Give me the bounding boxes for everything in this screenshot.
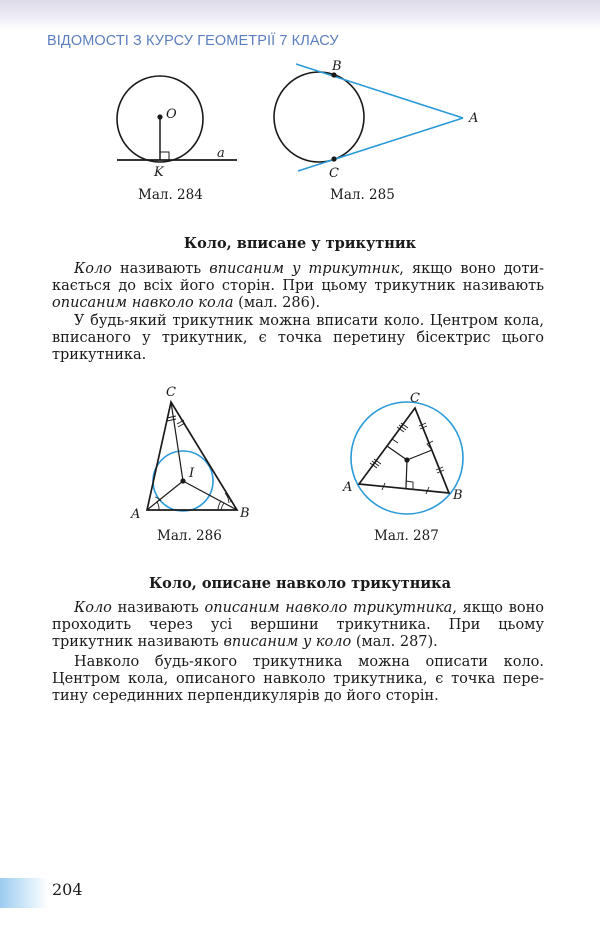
tangent-diagram [110, 70, 260, 180]
label-b: B [240, 506, 250, 521]
label-b: B [332, 59, 342, 74]
caption-286: Мал. 286 [157, 528, 222, 544]
figure-286 [125, 380, 270, 520]
section-title-inscribed: Коло, вписане у трикутник [183, 235, 417, 252]
caption-287: Мал. 287 [374, 528, 439, 544]
header-band [0, 0, 600, 30]
figure-285 [270, 60, 490, 180]
caption-284: Мал. 284 [138, 187, 203, 203]
page-number: 204 [52, 880, 83, 899]
figure-284 [110, 70, 260, 180]
label-c: C [166, 385, 176, 400]
section-title-circumscribed: Коло, описане навколо трикутника [148, 575, 452, 592]
label-a: a [217, 146, 225, 161]
circumcircle-diagram [340, 385, 480, 515]
paragraph-circumscribed-theorem: Навколо будь-якого трикутника можна описати коло. Центром кола, описаного навколо трикутника, є точка пере-тину серединних перпендикулярів до його сторін. [52, 654, 544, 704]
label-c: C [329, 166, 339, 181]
label-i: I [189, 466, 195, 481]
page-number-band [0, 878, 48, 908]
incircle-diagram [125, 380, 270, 520]
label-a: A [131, 507, 141, 522]
label-c: C [410, 391, 420, 406]
figure-287 [340, 385, 480, 515]
tangents-diagram [270, 60, 490, 180]
label-o: O [166, 107, 177, 122]
label-a: A [469, 111, 479, 126]
caption-285: Мал. 285 [330, 187, 395, 203]
running-head: ВІДОМОСТІ З КУРСУ ГЕОМЕТРІЇ 7 КЛАСУ [47, 33, 339, 49]
label-a: A [343, 480, 353, 495]
label-k: K [154, 165, 164, 180]
paragraph-circumscribed-definition: Коло називають описаним навколо трикутника, якщо воно проходить через усі вершини трикутника. При цьому трикутник називають вписаним у коло (мал. 287). [52, 600, 544, 650]
label-b: B [453, 488, 463, 503]
paragraph-inscribed-theorem: У будь-який трикутник можна вписати коло. Центром кола, вписаного у трикутник, є точка перетину бісектрис цього трикутника. [52, 313, 544, 363]
paragraph-inscribed-definition: Коло називають вписаним у трикутник, якщо воно доти-кається до всіх його сторін. При цьому трикутник називають описаним навколо кола (мал. 286). [52, 261, 544, 311]
